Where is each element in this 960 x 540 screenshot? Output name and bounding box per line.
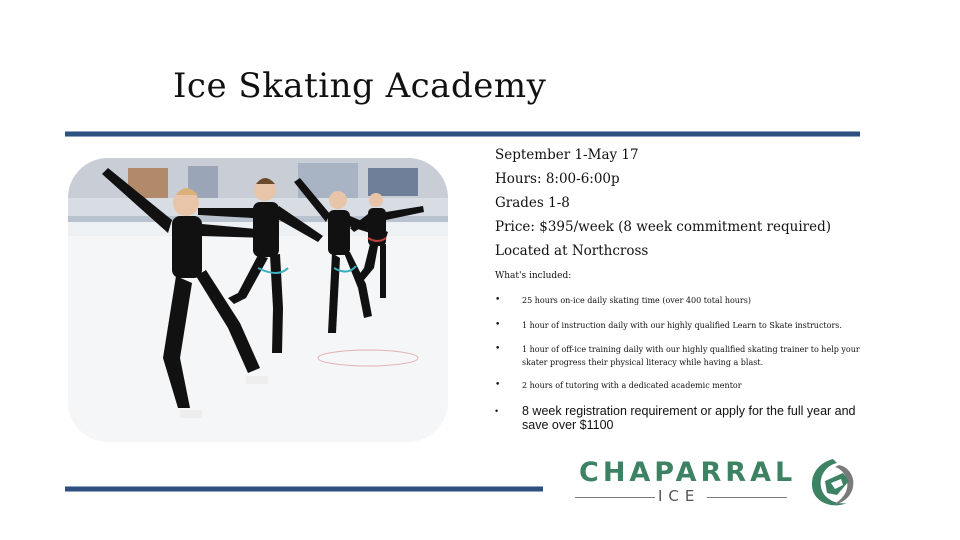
footer-divider [65,486,543,492]
academy-details [495,145,895,265]
logo-mark-icon [803,455,861,511]
list-item-text: 1 hour of instruction daily with our highly qualified Learn to Skate instructors. [522,321,842,330]
bullet-icon: • [495,320,501,330]
location-text: Located at Northcross [495,243,649,259]
list-item [495,319,875,332]
title-divider [65,131,860,137]
list-item [495,404,875,432]
included-heading: What's included: [495,271,572,281]
logo-subline [575,489,790,507]
bullet-icon: • [495,380,501,390]
chaparral-ice-logo [575,455,865,515]
page-title: Ice Skating Academy [173,66,547,106]
included-list [495,294,875,432]
grades-text: Grades 1-8 [495,195,570,211]
list-item-text: 8 week registration requirement or apply for the full year and save over $1100 [522,404,856,432]
list-item [495,343,875,369]
bullet-icon: • [495,344,501,354]
logo-subtitle: ICE [658,487,701,505]
list-item [495,294,875,307]
list-item-text: 2 hours of tutoring with a dedicated academic mentor [522,381,742,390]
list-item-text: 1 hour of off-ice training daily with our highly qualified skating trainer to help your skater progress their physical literacy while having a blast. [522,345,860,367]
logo-line-left [575,497,655,498]
bullet-icon: • [495,406,499,416]
hours-text: Hours: 8:00-6:00p [495,171,620,187]
skaters-photo [68,158,448,442]
list-item [495,379,875,392]
logo-wordmark: CHAPARRAL [579,457,797,488]
price-text: Price: $395/week (8 week commitment required) [495,219,831,235]
dates-text: September 1-May 17 [495,147,639,163]
logo-line-right [707,497,787,498]
bullet-icon: • [495,295,501,305]
list-item-text: 25 hours on-ice daily skating time (over 400 total hours) [522,296,751,305]
